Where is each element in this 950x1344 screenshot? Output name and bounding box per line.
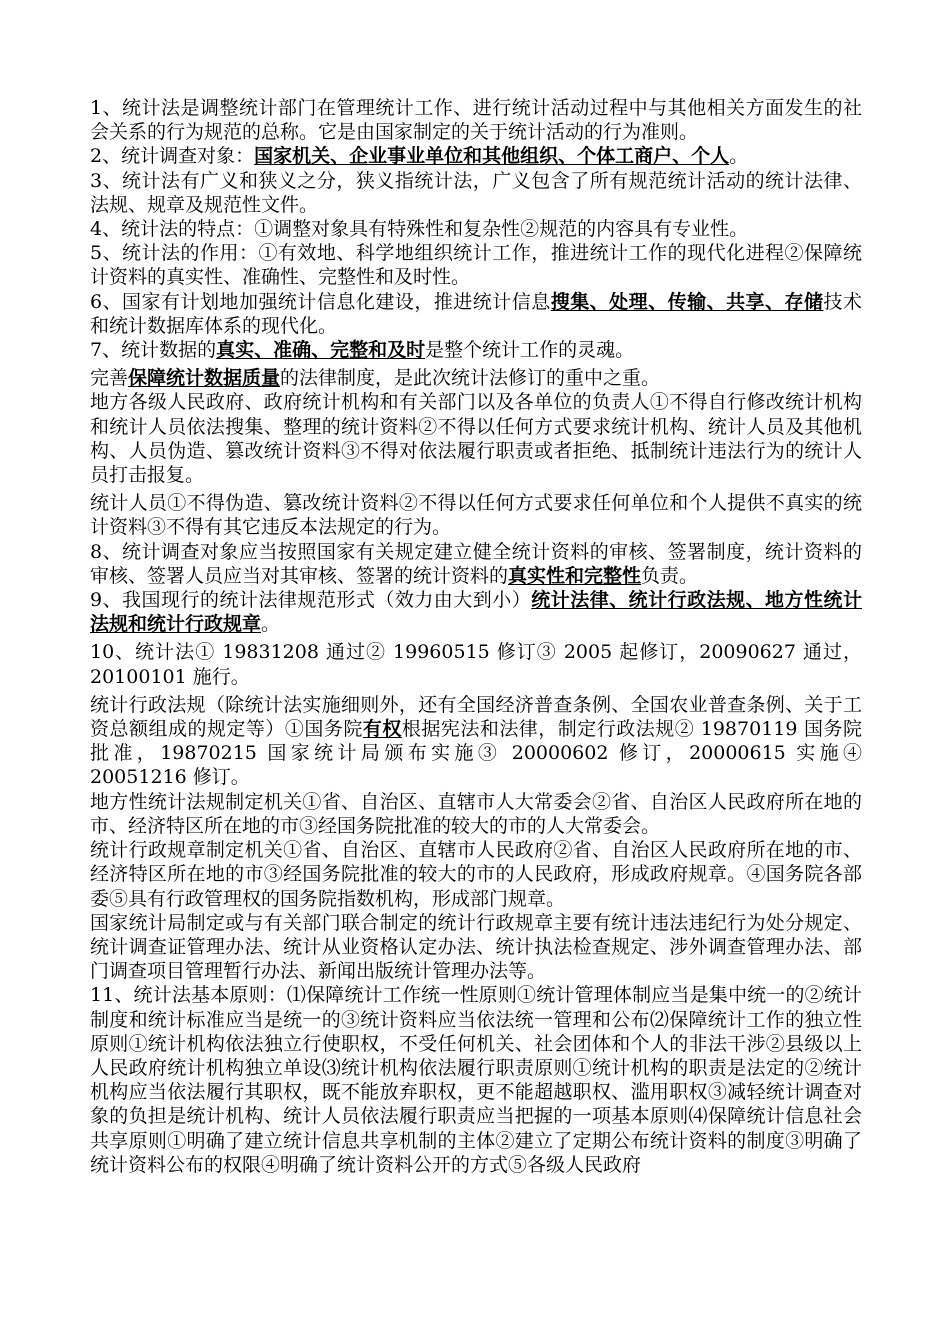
text-run: 统计行政规章制定机关①省、自治区、直辖市人民政府②省、自治区人民政府所在地的市、经济特区所在地的市③经国务院批准的较大的市的人民政府，形成政府规章。④国务院各部委⑤具有行政管理权的国务院指数机构，形成部门规章。 [90, 839, 862, 910]
emphasized-text: 搜集、处理、传输、共享、存储 [550, 290, 824, 313]
text-run: 6、国家有计划地加强统计信息化建设，推进统计信息 [90, 290, 551, 313]
paragraph [90, 640, 862, 688]
document-body [90, 96, 862, 1177]
paragraph [90, 96, 862, 144]
text-run: 国家统计局制定或与有关部门联合制定的统计行政规章主要有统计违法违纪行为处分规定、统计调查证管理办法、统计从业资格认定办法、统计执法检查规定、涉外调查管理办法、部门调查项目管理暂行办法、新闻出版统计管理办法等。 [90, 911, 862, 983]
paragraph [90, 491, 862, 539]
paragraph [90, 290, 862, 338]
paragraph [90, 144, 862, 168]
text-run: 10、统计法① 19831208 通过② 19960515 修订③ 2005 起修订，20090627 通过，20100101 施行。 [90, 641, 862, 688]
text-run: 。 [261, 613, 281, 636]
paragraph [90, 693, 862, 790]
paragraph [90, 338, 862, 362]
text-run: 。 [729, 145, 749, 168]
text-run: 9、我国现行的统计法律规范形式（效力由大到小） [90, 589, 532, 612]
paragraph [90, 911, 862, 984]
paragraph [90, 790, 862, 838]
paragraph [90, 838, 862, 911]
text-run: 地方性统计法规制定机关①省、自治区、直辖市人大常委会②省、自治区人民政府所在地的市、经济特区所在地的市③经国务院批准的较大的市的人大常委会。 [90, 790, 862, 837]
text-run: 负责。 [641, 564, 699, 587]
text-run: 是整个统计工作的灵魂。 [425, 339, 635, 362]
text-run: 地方各级人民政府、政府统计机构和有关部门以及各单位的负责人①不得自行修改统计机构和统计人员依法搜集、整理的统计资料②不得以任何方式要求统计机构、统计人员及其他机构、人员伪造、篡改统计资料③不得对依法履行职责或者拒绝、抵制统计违法行为的统计人员打击报复。 [90, 391, 862, 487]
text-run: 统计人员①不得伪造、篡改统计资料②不得以任何方式要求任何单位和个人提供不真实的统计资料③不得有其它违反本法规定的行为。 [90, 492, 862, 539]
text-run: 完善 [90, 367, 129, 390]
paragraph [90, 241, 862, 289]
emphasized-text: 国家机关、企业事业单位和其他组织、个体工商户、个人 [254, 145, 730, 168]
paragraph [90, 169, 862, 217]
emphasized-text: 统计法律、统计行政法规、地方性统计法规和统计行政规章 [90, 589, 862, 636]
text-run: 1、统计法是调整统计部门在管理统计工作、进行统计活动过程中与其他相关方面发生的社会关系的行为规范的总称。它是由国家制定的关于统计活动的行为准则。 [90, 97, 862, 144]
paragraph [90, 983, 862, 1177]
text-run: 11、统计法基本原则：⑴保障统计工作统一性原则①统计管理体制应当是集中统一的②统计制度和统计标准应当是统一的③统计资料应当依法统一管理和公布⑵保障统计工作的独立性原则①统计机构依法独立行使职权，不受任何机关、社会团体和个人的非法干涉②县级以上人民政府统计机构独立单设⑶统计机构依法履行职责原则①统计机构的职责是法定的②统计机构应当依法履行其职权，既不能放弃职权，更不能超越职权、滥用职权③减轻统计调查对象的负担是统计机构、统计人员依法履行职责应当把握的一项基本原则⑷保障统计信息社会共享原则①明确了建立统计信息共享机制的主体②建立了定期公布统计资料的制度③明确了统计资料公布的权限④明确了统计资料公开的方式⑤各级人民政府 [90, 984, 862, 1176]
text-run: 统计行政法规（除统计法实施细则外，还有全国经济普查条例、全国农业普查条例、关于工资总额组成的规定等）①国务院 [90, 693, 862, 741]
paragraph [90, 217, 862, 241]
text-run: 8、统计调查对象应当按照国家有关规定建立健全统计资料的审核、签署制度，统计资料的审核、签署人员应当对其审核、签署的统计资料的 [90, 540, 862, 587]
text-run: 4、统计法的特点：①调整对象具有特殊性和复杂性②规范的内容具有专业性。 [90, 218, 749, 241]
text-run: 2、统计调查对象： [90, 145, 255, 168]
text-run: 根据宪法和法律，制定行政法规② 19870119 国务院批准，19870215 国家统计局颁布实施③ 20000602 修订，20000615 实施④ 20051216 修订。 [90, 718, 862, 789]
paragraph [90, 390, 862, 487]
emphasized-text: 保障统计数据质量 [128, 367, 281, 390]
text-run: 7、统计数据的 [90, 339, 217, 362]
emphasized-text: 真实性和完整性 [508, 564, 642, 587]
text-run: 5、统计法的作用：①有效地、科学地组织统计工作，推进统计工作的现代化进程②保障统计资料的真实性、准确性、完整性和及时性。 [90, 242, 862, 289]
paragraph [90, 588, 862, 636]
emphasized-text: 真实、准确、完整和及时 [216, 339, 426, 362]
text-run: 3、统计法有广义和狭义之分，狭义指统计法，广义包含了所有规范统计活动的统计法律、法规、规章及规范性文件。 [90, 169, 862, 216]
emphasized-text: 有权 [362, 718, 402, 741]
text-run: 的法律制度，是此次统计法修订的重中之重。 [280, 367, 661, 390]
paragraph [90, 540, 862, 588]
paragraph [90, 366, 862, 390]
text-run: 技术和统计数据库体系的现代化。 [90, 290, 862, 337]
